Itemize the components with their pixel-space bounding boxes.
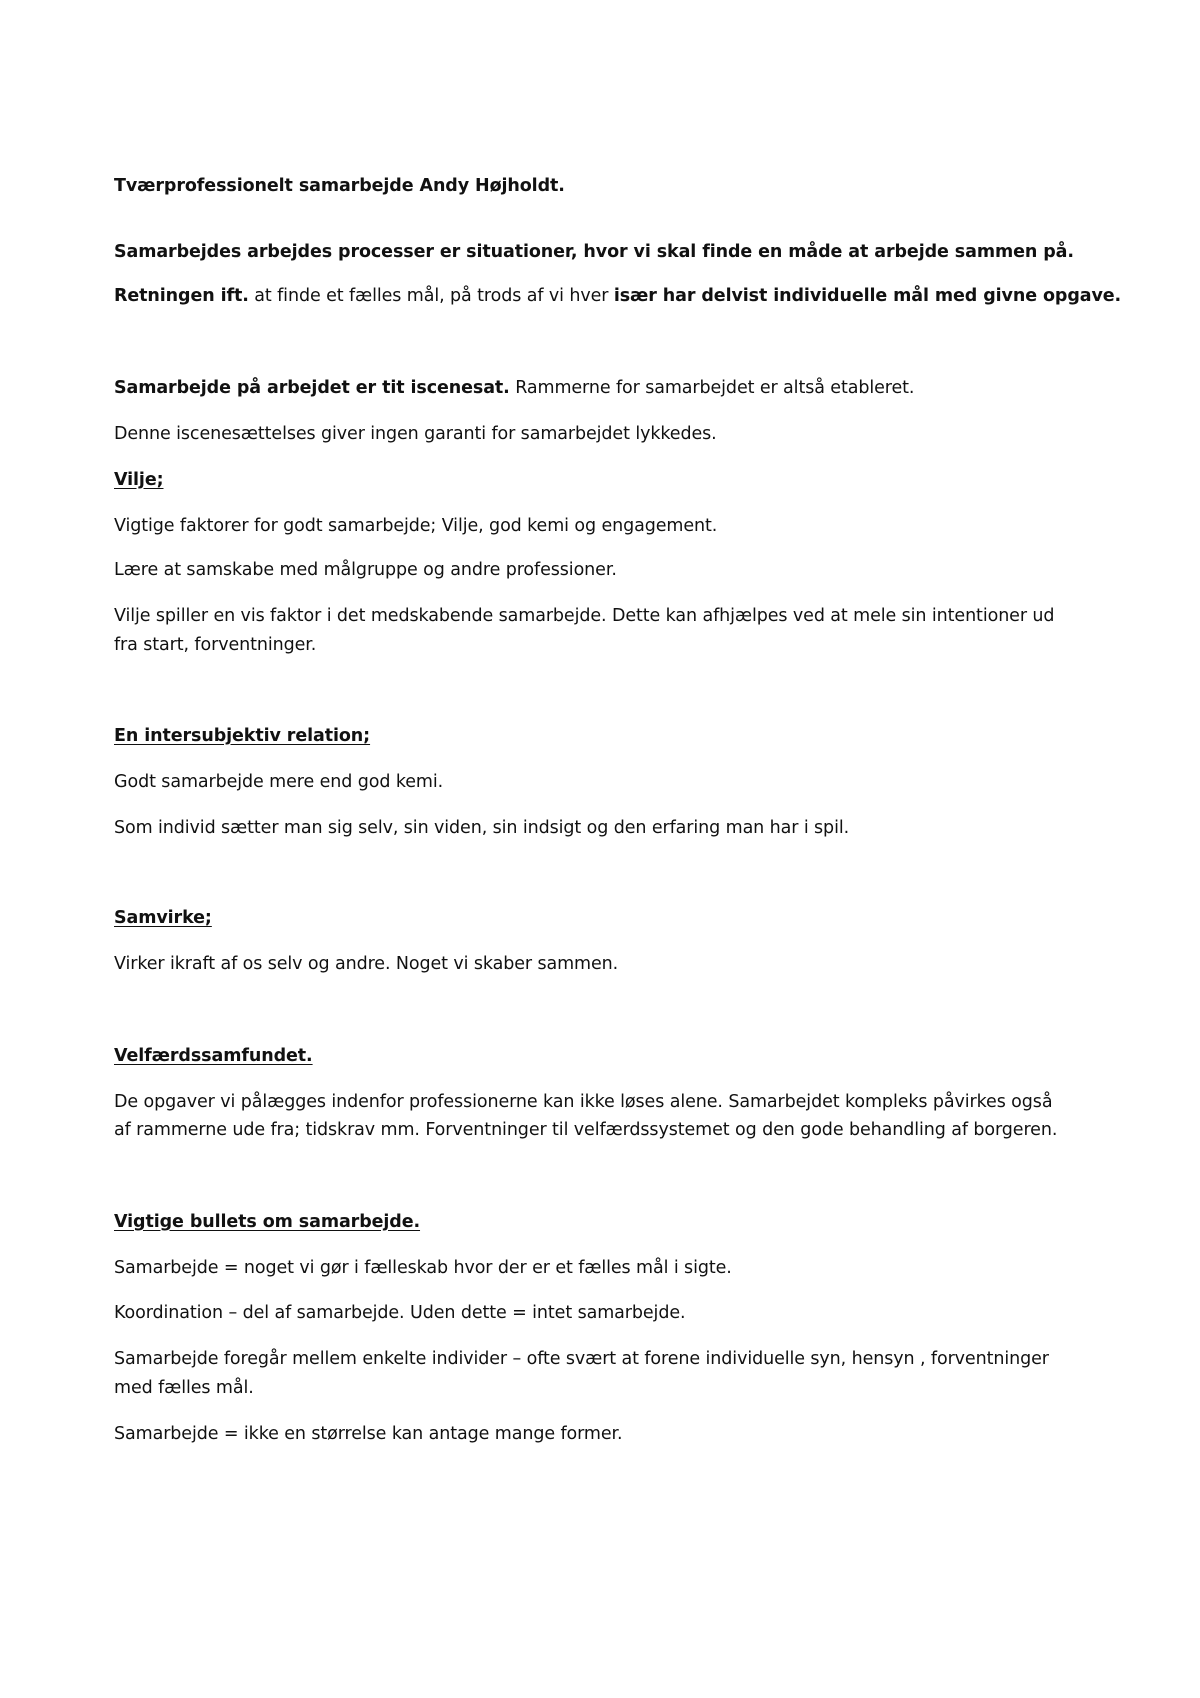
intersubjektiv-line-2: Som individ sætter man sig selv, sin viden, sin indsigt og den erfaring man har i spil. xyxy=(114,818,850,838)
bullets-line-3a: Samarbejde foregår mellem enkelte individer – ofte svært at forene individuelle syn, hensyn , forventninger xyxy=(114,1349,1049,1369)
bullets-line-1: Samarbejde = noget vi gør i fælleskab hvor der er et fælles mål i sigte. xyxy=(114,1258,732,1278)
vilje-line-3a: Vilje spiller en vis faktor i det medskabende samarbejde. Dette kan afhjælpes ved at mele sin intentioner ud xyxy=(114,606,1055,626)
vilje-line-1: Vigtige faktorer for godt samarbejde; Vilje, god kemi og engagement. xyxy=(114,516,718,536)
intro-line-1: Samarbejdes arbejdes processer er situationer, hvor vi skal finde en måde at arbejde sammen på. xyxy=(114,242,1074,262)
intro-line-2-bold-b: især har delvist individuelle mål med givne opgave. xyxy=(613,286,1122,306)
intro-line-2 xyxy=(114,282,1122,310)
intersubjektiv-line-1: Godt samarbejde mere end god kemi. xyxy=(114,772,444,792)
document-title: Tværprofessionelt samarbejde Andy Højholdt. xyxy=(114,176,565,196)
intro-line-2-bold-a: Retningen ift. xyxy=(114,286,249,306)
intro-line-2-normal: at finde et fælles mål, på trods af vi hver xyxy=(248,286,614,306)
vilje-line-2: Lære at samskabe med målgruppe og andre professioner. xyxy=(114,560,617,580)
velfaerd-line-1a: De opgaver vi pålægges indenfor professionerne kan ikke løses alene. Samarbejdet kompleks påvirkes også xyxy=(114,1092,1053,1112)
velfaerd-line-1b: af rammerne ude fra; tidskrav mm. Forventninger til velfærdssystemet og den gode behandling af borgeren. xyxy=(114,1120,1058,1140)
heading-bullets: Vigtige bullets om samarbejde. xyxy=(114,1212,421,1232)
heading-velfaerd: Velfærdssamfundet. xyxy=(114,1046,313,1066)
section1-line-2: Denne iscenesættelses giver ingen garanti for samarbejdet lykkedes. xyxy=(114,424,717,444)
heading-vilje: Vilje; xyxy=(114,470,164,490)
samvirke-line-1: Virker ikraft af os selv og andre. Noget vi skaber sammen. xyxy=(114,954,619,974)
bullets-line-2: Koordination – del af samarbejde. Uden dette = intet samarbejde. xyxy=(114,1303,686,1323)
heading-samvirke: Samvirke; xyxy=(114,908,212,928)
bullets-line-3b: med fælles mål. xyxy=(114,1378,254,1398)
heading-intersubjektiv: En intersubjektiv relation; xyxy=(114,726,371,746)
vilje-line-3b: fra start, forventninger. xyxy=(114,635,317,655)
section1-line-1 xyxy=(114,374,1114,402)
section1-line-1-normal: Rammerne for samarbejdet er altså etableret. xyxy=(509,378,915,398)
bullets-line-4: Samarbejde = ikke en størrelse kan antage mange former. xyxy=(114,1424,623,1444)
section1-line-1-bold: Samarbejde på arbejdet er tit iscenesat. xyxy=(114,378,510,398)
